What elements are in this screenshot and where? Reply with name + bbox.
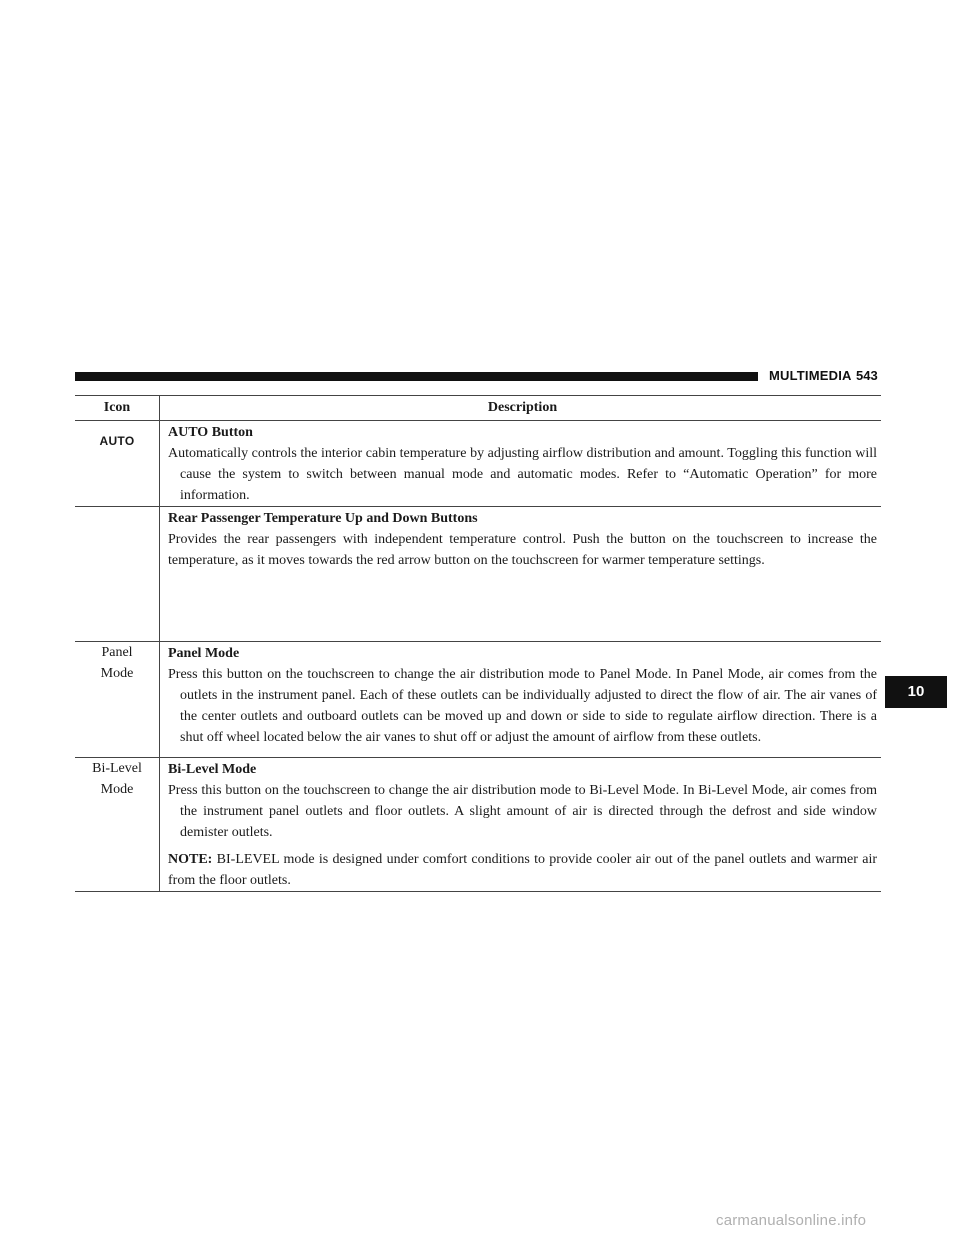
panel-mode-icon-cell [75,642,160,758]
auto-icon-cell [75,421,160,507]
note-text: BI-LEVEL mode is designed under comfort conditions to provide cooler air out of the panel outlets and warmer air from the floor outlets. [168,852,877,888]
table-header-row [75,396,881,421]
row-text: Press this button on the touchscreen to change the air distribution mode to Bi-Level Mode. In Bi-Level Mode, air comes from the instrument panel outlets and floor outlets. A slight amount of air is directed through the defrost and side window demister outlets. [168,783,877,840]
bi-level-mode-icon-cell [75,758,160,892]
description-cell [160,758,882,892]
table-row [75,421,881,507]
row-title: Rear Passenger Temperature Up and Down Buttons [168,511,478,526]
row-title: Panel Mode [168,646,240,661]
section-title: MULTIMEDIA [769,368,852,383]
icon-description-table [75,395,881,892]
column-header-description: Description [160,396,882,421]
description-cell [160,421,882,507]
chapter-tab: 10 [885,676,947,708]
row-title: AUTO Button [168,425,253,440]
bi-level-mode-icon: Bi-Level Mode [92,761,142,797]
description-cell [160,642,882,758]
watermark-text: carmanualsonline.info [716,1212,867,1229]
row-text: Provides the rear passengers with independent temperature control. Push the button on the touchscreen to increase the temperature, as it moves towards the red arrow button on the touchscreen for warmer temperature settings. [168,532,877,568]
table-row [75,507,881,642]
auto-icon: AUTO [99,434,135,448]
header-rule [75,372,758,381]
note-label: NOTE: [168,852,213,867]
table-row [75,642,881,758]
row-title: Bi-Level Mode [168,762,257,777]
panel-mode-icon: Panel Mode [100,645,134,681]
table-row [75,758,881,892]
row-text: Press this button on the touchscreen to change the air distribution mode to Panel Mode. In Panel Mode, air comes from the outlets in the instrument panel. Each of these outlets can be individually adjusted to direct the flow of air. The air vanes of the center outlets and outboard outlets can be moved up and down or side to side to regulate airflow direction. There is a shut off wheel located below the air vanes to shut off or adjust the amount of airflow from these outlets. [168,667,877,745]
column-header-icon: Icon [75,396,160,421]
rear-temp-icon-cell [75,507,160,642]
description-cell [160,507,882,642]
page-number: 543 [856,368,878,383]
note-block [168,849,877,891]
row-text: Automatically controls the interior cabin temperature by adjusting airflow distribution and amount. Toggling this function will cause the system to switch between manual mode and automatic modes. Refer to “Automatic Operation” for more information. [168,446,877,503]
